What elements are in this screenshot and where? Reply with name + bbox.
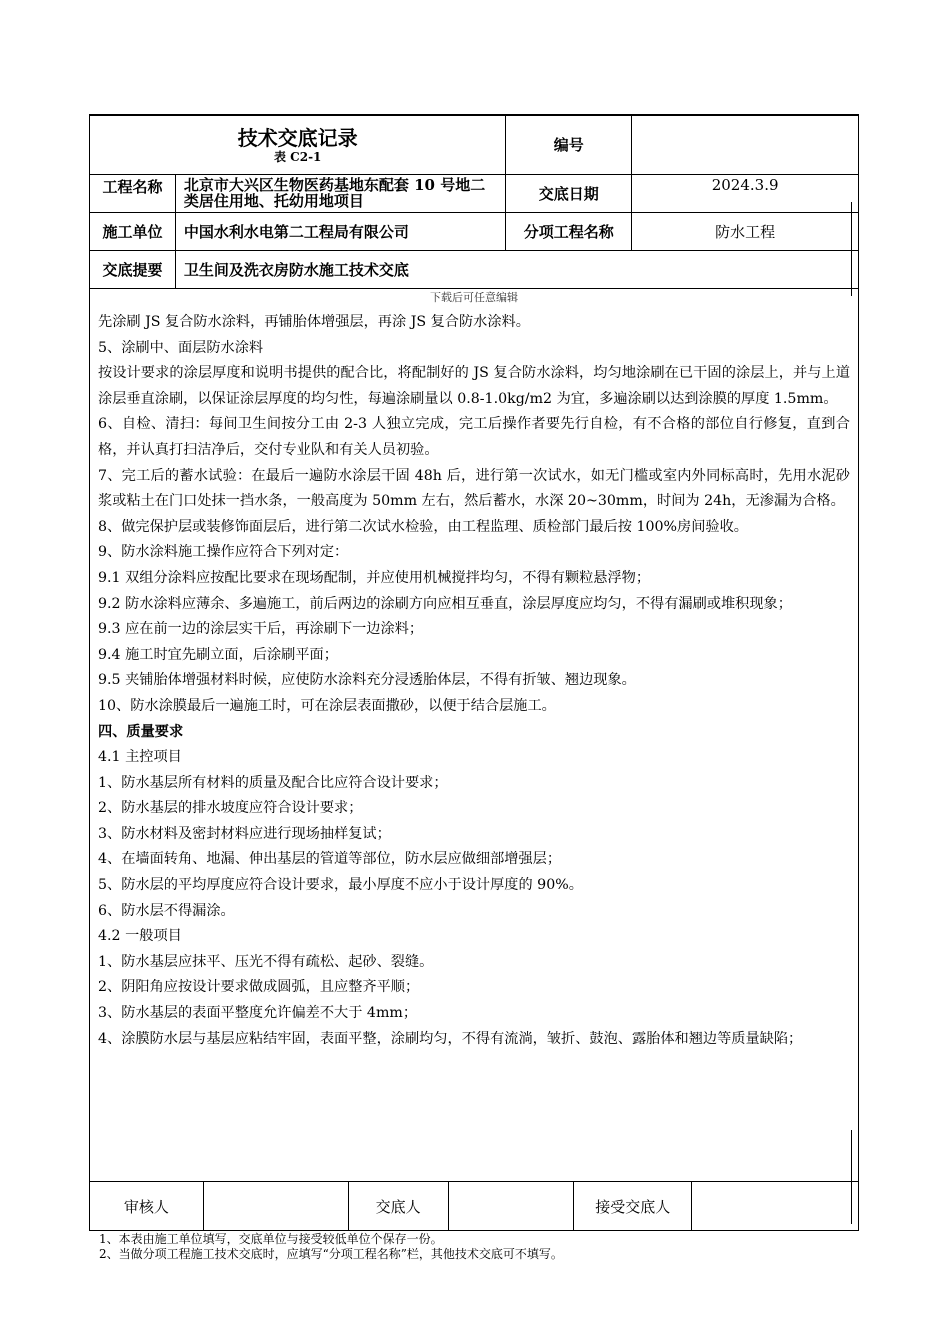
content-line: 2、防水基层的排水坡度应符合设计要求； bbox=[98, 800, 363, 817]
content-line: 4、涂膜防水层与基层应粘结牢固，表面平整，涂刷均匀，不得有流淌，皱折、鼓泡、露胎体和翘边等质量缺陷； bbox=[98, 1030, 803, 1047]
content-line: 4、在墙面转角、地漏、伸出基层的管道等部位，防水层应做细部增强层； bbox=[98, 851, 562, 868]
content-line: 2、阴阳角应按设计要求做成圆弧，且应整齐平顺； bbox=[98, 979, 420, 996]
serial-value[interactable] bbox=[632, 115, 859, 174]
footnotes bbox=[99, 1232, 563, 1262]
summary-value: 卫生间及洗衣房防水施工技术交底 bbox=[175, 250, 858, 288]
content-line: 4.1 主控项目 bbox=[98, 749, 182, 766]
content-line: 8、做完保护层或装修饰面层后，进行第二次试水检验，由工程监理、质检部门最后按 100%房间验收。 bbox=[98, 518, 748, 535]
content-line: 3、防水基层的表面平整度允许偏差不大于 4mm； bbox=[98, 1005, 418, 1022]
content-line: 1、防水基层应抹平、压光不得有疏松、起砂、裂缝。 bbox=[98, 953, 434, 970]
content-line: 5、防水层的平均厚度应符合设计要求，最小厚度不应小于设计厚度的 90%。 bbox=[98, 877, 583, 894]
right-margin-line bbox=[851, 1130, 852, 1224]
footnote-line: 1、本表由施工单位填写，交底单位与接受较低单位个保存一份。 bbox=[99, 1232, 443, 1246]
content-line: 7、完工后的蓄水试验：在最后一遍防水涂层干固 48h 后，进行第一次试水，如无门槛或室内外同标高时，先用水泥砂浆或粘土在门口处抹一挡水条，一般高度为 50mm 左右，然后蓄水，水深 20~30mm，时间为 24h，无渗漏为合格。 bbox=[98, 467, 850, 510]
content-line: 9.5 夹铺胎体增强材料时候，应使防水涂料充分浸透胎体层，不得有折皱、翘边现象。 bbox=[98, 672, 636, 689]
content-line: 3、防水材料及密封材料应进行现场抽样复试； bbox=[98, 825, 391, 842]
content-line: 6、防水层不得漏涂。 bbox=[98, 902, 235, 919]
project-label: 工程名称 bbox=[90, 174, 176, 212]
disclosure-content bbox=[98, 310, 850, 1052]
date-label: 交底日期 bbox=[506, 174, 632, 212]
watermark-text: 下载后可任意编辑 bbox=[430, 291, 518, 304]
content-line: 9.2 防水涂料应薄余、多遍施工，前后两边的涂刷方向应相互垂直，涂层厚度应均匀，不得有漏刷或堆积现象； bbox=[98, 595, 792, 612]
content-line: 5、涂刷中、面层防水涂料 bbox=[98, 339, 264, 356]
date-value: 2024.3.9 bbox=[632, 174, 859, 212]
section-heading: 四、质量要求 bbox=[98, 723, 184, 740]
content-line: 1、防水基层所有材料的质量及配合比应符合设计要求； bbox=[98, 774, 448, 791]
reviewer-label: 审核人 bbox=[90, 1182, 204, 1231]
page-title: 技术交底记录 bbox=[237, 125, 358, 150]
content-line: 先涂刷 JS 复合防水涂料，再铺胎体增强层，再涂 JS 复合防水涂料。 bbox=[98, 314, 530, 330]
content-line: 6、自检、清扫：每间卫生间按分工由 2-3 人独立完成，完工后操作者要先行自检，有不合格的部位自行修复，直到合格，并认真打扫洁净后，交付专业队和有关人员初验。 bbox=[98, 416, 850, 458]
header-table bbox=[89, 114, 859, 289]
discloser-label: 交底人 bbox=[348, 1182, 448, 1231]
unit-label: 施工单位 bbox=[90, 212, 176, 250]
content-line: 9.4 施工时宜先刷立面，后涂刷平面； bbox=[98, 646, 338, 663]
content-line: 10、防水涂膜最后一遍施工时，可在涂层表面撒砂，以便于结合层施工。 bbox=[98, 697, 556, 714]
project-value: 北京市大兴区生物医药基地东配套 10 号地二类居住用地、托幼用地项目 bbox=[175, 174, 506, 212]
summary-label: 交底提要 bbox=[90, 250, 176, 288]
reviewer-signature[interactable] bbox=[203, 1182, 348, 1231]
receiver-signature[interactable] bbox=[692, 1182, 859, 1231]
signature-table bbox=[89, 1181, 859, 1231]
receiver-label: 接受交底人 bbox=[574, 1182, 692, 1231]
serial-label: 编号 bbox=[506, 115, 632, 174]
content-line: 4.2 一般项目 bbox=[98, 928, 182, 945]
unit-value: 中国水利水电第二工程局有限公司 bbox=[175, 212, 506, 250]
content-line: 9.3 应在前一边的涂层实干后，再涂刷下一边涂料； bbox=[98, 621, 424, 638]
discloser-signature[interactable] bbox=[448, 1182, 574, 1231]
title-cell bbox=[90, 115, 506, 174]
subproject-label: 分项工程名称 bbox=[506, 212, 632, 250]
content-line: 9、防水涂料施工操作应符合下列对定： bbox=[98, 544, 349, 561]
subproject-value: 防水工程 bbox=[632, 212, 859, 250]
content-line: 9.1 双组分涂料应按配比要求在现场配制，并应使用机械搅拌均匀，不得有颗粒悬浮物； bbox=[98, 569, 651, 586]
content-line: 按设计要求的涂层厚度和说明书提供的配合比，将配制好的 JS 复合防水涂料，均匀地涂刷在已干固的涂层上，并与上道涂层垂直涂刷，以保证涂层厚度的均匀性，每遍涂刷量以 0.8-1.0kg/m2 为宜，多遍涂刷以达到涂膜的厚度 1.5mm。 bbox=[98, 365, 850, 407]
footnote-line: 2、当做分项工程施工技术交底时，应填写“分项工程名称”栏，其他技术交底可不填写。 bbox=[99, 1247, 563, 1261]
right-margin-line bbox=[851, 202, 852, 296]
form-number: 表 C2-1 bbox=[273, 149, 322, 164]
